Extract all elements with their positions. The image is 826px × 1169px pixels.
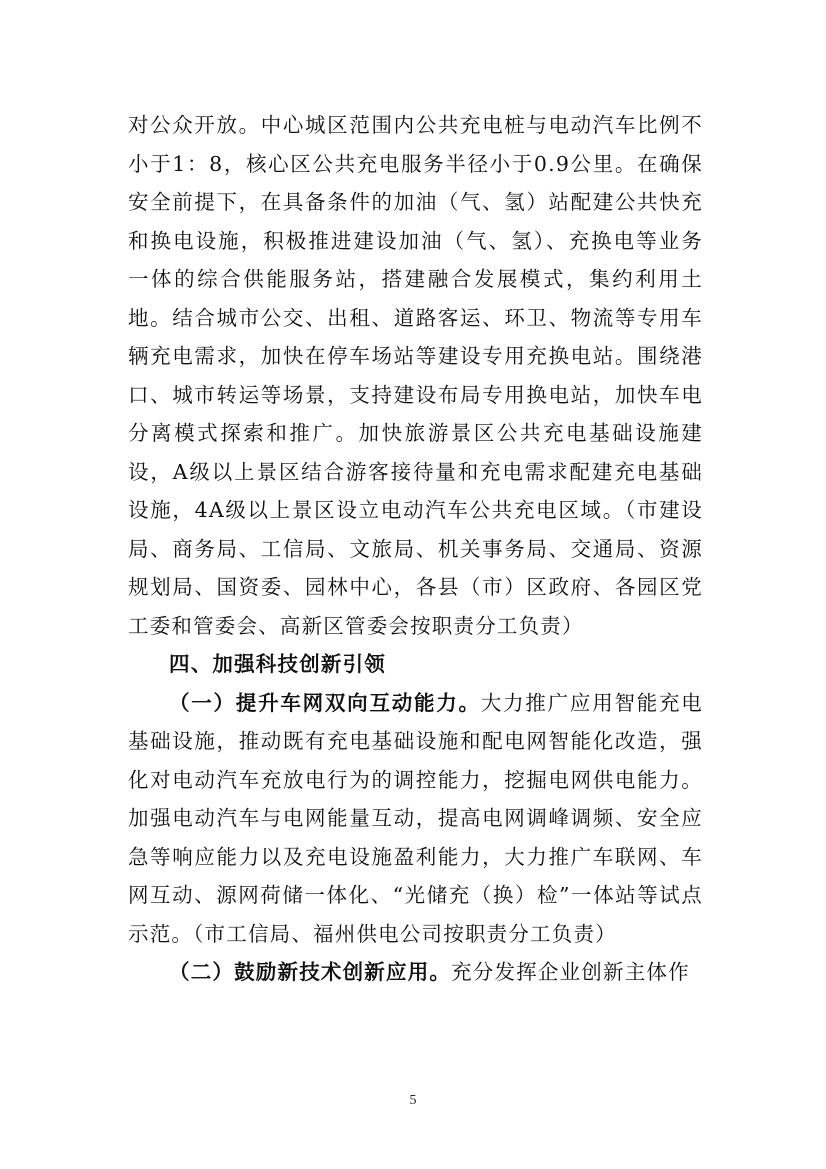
page-number: 5 [409, 1093, 417, 1108]
subsection-body-2: 充分发挥企业创新主体作 [451, 960, 690, 984]
subsection-title-1: （一）提升车网双向互动能力。 [169, 690, 481, 715]
subsection-body-1: 大力推广应用智能充电基础设施，推动既有充电基础设施和配电网智能化改造，强化对电动汽车充放电行为的调控能力，挖掘电网供电能力。加强电动汽车与电网能量互动，提高电网调峰调频、安全应急等响应能力以及充电设施盈利能力，大力推广车联网、车网互动、源网荷储一体化、“光储充（换）检”一体站等试点示范。（市工信局、福州供电公司按职责分工负责） [128, 690, 703, 946]
paragraph-vehicle-grid-interaction [128, 684, 703, 954]
section-heading: 四、加强科技创新引领 [169, 652, 386, 676]
document-body [128, 106, 703, 992]
paragraph-public-charging: 对公众开放。中心城区范围内公共充电桩与电动汽车比例不小于1：8，核心区公共充电服务半径小于0.9公里。在确保安全前提下，在具备条件的加油（气、氢）站配建公共快充和换电设施，积极推进建设加油（气、氢）、充换电等业务一体的综合供能服务站，搭建融合发展模式，集约利用土地。结合城市公交、出租、道路客运、环卫、物流等专用车辆充电需求，加快在停车场站等建设专用充换电站。围绕港口、城市转运等场景，支持建设布局专用换电站，加快车电分离模式探索和推广。加快旅游景区公共充电基础设施建设，A级以上景区结合游客接待量和充电需求配建充电基础设施，4A级以上景区设立电动汽车公共充电区域。（市建设局、商务局、工信局、文旅局、机关事务局、交通局、资源规划局、国资委、园林中心，各县（市）区政府、各园区党工委和管委会、高新区管委会按职责分工负责） [128, 113, 703, 638]
paragraph-new-tech-innovation [128, 953, 703, 992]
subsection-title-2: （二）鼓励新技术创新应用。 [169, 960, 452, 984]
